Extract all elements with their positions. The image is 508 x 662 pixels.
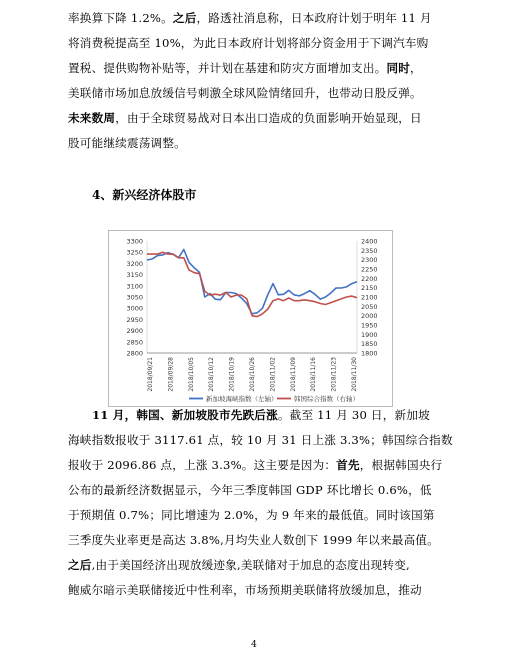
x-tick-label: 2018/11/09 [289, 357, 297, 392]
x-tick-label: 2018/10/19 [228, 357, 236, 392]
y-left-tick-label: 2850 [126, 338, 143, 347]
text-line [68, 478, 448, 503]
x-tick-label: 2018/10/05 [187, 357, 195, 392]
line-chart [108, 230, 393, 407]
y-right-tick-label: 1800 [361, 349, 378, 358]
bold-text-run: 之后 [68, 558, 92, 572]
text-run: ， [410, 61, 422, 75]
text-run: 美联储市场加息放缓信号刺激全球风险情绪回升，也带动日股反弹。 [68, 86, 422, 100]
text-run: 。截至 11 月 30 日，新加坡 [277, 408, 430, 422]
paragraph-japan-outlook [68, 6, 448, 156]
x-tick-label: 2018/11/02 [269, 357, 277, 392]
x-tick-label: 2018/11/23 [330, 357, 338, 392]
series-line-korea [147, 252, 357, 316]
y-left-tick-label: 3000 [126, 304, 143, 313]
x-tick-label: 2018/10/26 [249, 357, 256, 392]
y-right-tick-label: 2350 [361, 246, 378, 255]
bold-text-run: 同时 [386, 61, 411, 75]
text-run: ，路透社消息称，日本政府计划于明年 11 月 [196, 11, 432, 25]
text-run: ,由于美国经济出现放缓迹象,美联储对于加息的态度出现转变, [91, 558, 410, 572]
legend-label: 新加坡海峡指数（左轴） [206, 395, 278, 403]
text-run: 三季度失业率更是高达 3.8%,月均失业人数创下 1999 年以来最高值。 [68, 533, 439, 547]
text-run: 公布的最新经济数据显示，今年三季度韩国 GDP 环比增长 0.6%，低 [68, 483, 432, 497]
y-left-tick-label: 2950 [126, 315, 143, 324]
y-left-tick-label: 3150 [126, 271, 143, 280]
page-number: 4 [251, 640, 257, 650]
paragraph-korea-singapore [68, 403, 453, 603]
bold-text-run: 首先 [336, 458, 360, 472]
y-left-tick-label: 2900 [126, 327, 143, 336]
y-left-tick-label: 2800 [126, 349, 143, 358]
y-left-tick-label: 3250 [126, 248, 143, 257]
text-run: 置税、提供购物补贴等，并计划在基建和防灾方面增加支出。 [68, 61, 387, 75]
x-tick-label: 2018/11/30 [351, 357, 358, 392]
text-run: 报收于 2096.86 点，上涨 3.3%。这主要是因为： [68, 458, 337, 472]
legend-label: 韩国综合指数（右轴） [294, 395, 359, 403]
y-right-tick-label: 1950 [361, 321, 378, 330]
text-run: ，根据韩国央行 [359, 458, 443, 472]
text-run: 股可能继续震荡调整。 [68, 136, 186, 150]
text-line [68, 31, 448, 56]
text-line [68, 131, 448, 156]
y-left-tick-label: 3200 [126, 259, 143, 268]
text-run: 鲍威尔暗示美联储接近中性利率，市场预期美联储将放缓加息，推动 [68, 583, 422, 597]
y-right-tick-label: 2050 [361, 302, 378, 311]
text-run: 率换算下降 1.2%。 [68, 11, 173, 25]
bold-text-run: 未来数周 [68, 111, 116, 125]
y-left-tick-label: 3050 [126, 293, 143, 302]
x-tick-label: 2018/09/28 [167, 357, 175, 392]
bold-text-run: 11 月，韩国、新加坡股市先跌后涨 [92, 408, 278, 422]
y-right-tick-label: 2000 [361, 312, 378, 321]
text-line [68, 6, 448, 31]
text-line [68, 428, 453, 453]
x-tick-label: 2018/09/21 [147, 357, 154, 392]
y-left-tick-label: 3300 [126, 237, 143, 246]
text-line [68, 453, 448, 478]
text-line [68, 56, 448, 81]
bold-text-run: 之后 [172, 11, 197, 25]
text-run: ，由于全球贸易战对日本出口造成的负面影响开始显现，日 [115, 111, 422, 125]
text-line [68, 578, 448, 603]
text-line [68, 403, 448, 428]
y-right-tick-label: 1900 [361, 330, 378, 339]
y-right-tick-label: 2300 [361, 256, 378, 265]
y-right-tick-label: 1850 [361, 340, 378, 349]
x-tick-label: 2018/10/12 [208, 357, 216, 392]
y-left-tick-label: 3100 [126, 282, 143, 291]
y-right-tick-label: 2100 [361, 293, 378, 302]
text-line [68, 106, 448, 131]
text-line [68, 81, 448, 106]
text-run: 于预期值 0.7%；同比增速为 2.0%，为 9 年来的最低值。同时该国第 [68, 508, 435, 522]
y-right-tick-label: 2400 [361, 237, 378, 246]
text-line [68, 528, 448, 553]
x-tick-label: 2018/11/16 [310, 357, 318, 392]
text-run: 将消费税提高至 10%，为此日本政府计划将部分资金用于下调汽车购 [68, 36, 429, 50]
y-right-tick-label: 2150 [361, 284, 378, 293]
section-heading: 4、新兴经济体股市 [92, 188, 197, 202]
text-run: 海峡指数报收于 3117.61 点，较 10 月 31 日上涨 3.3%；韩国综合指数 [68, 433, 453, 447]
chart-svg [109, 231, 392, 406]
text-line [68, 553, 448, 578]
text-line [68, 503, 448, 528]
y-right-tick-label: 2250 [361, 265, 378, 274]
y-right-tick-label: 2200 [361, 274, 378, 283]
